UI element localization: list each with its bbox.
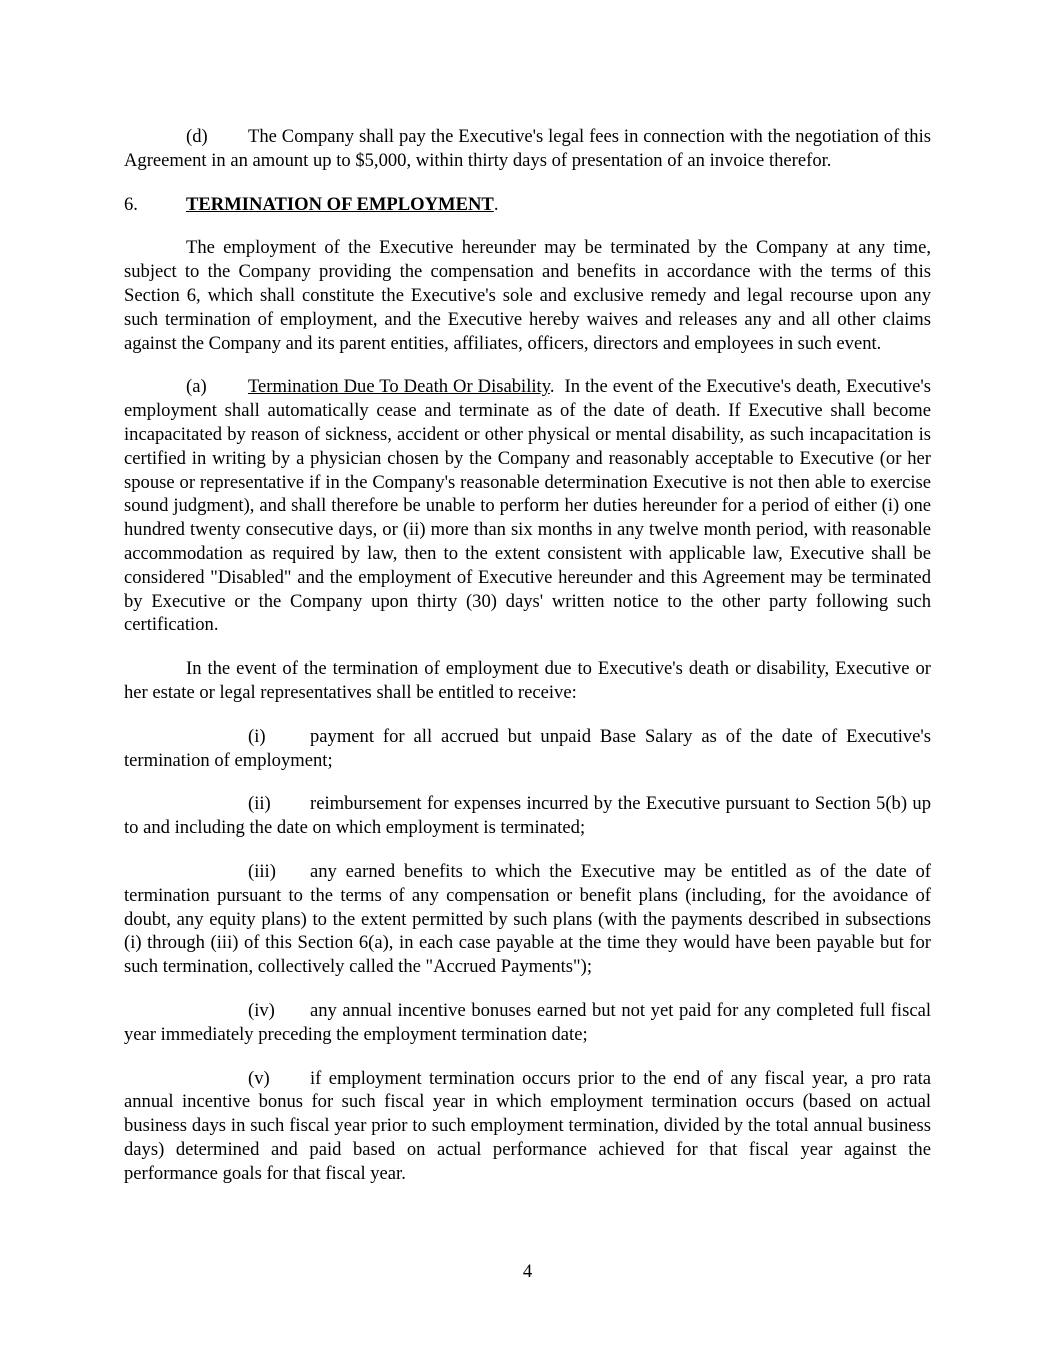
paragraph-a — [124, 375, 931, 637]
paragraph-d-label: (d) — [186, 126, 208, 147]
item-ii-text: reimbursement for expenses incurred by the Executive pursuant to Section 5(b) up to and including the date on which employment is terminated; — [124, 793, 931, 839]
section-6-title: TERMINATION OF EMPLOYMENT — [186, 193, 494, 215]
section-6-title-suffix: . — [493, 193, 499, 215]
paragraph-a-title: Termination Due To Death Or Disability — [248, 376, 550, 398]
item-v — [124, 1067, 931, 1186]
item-v-text: if employment termination occurs prior to the end of any fiscal year, a pro rata annual incentive bonus for such fiscal year in which employment termination occurs (based on actual business days in such fiscal year prior to such employment termination, divided by the total annual business days) determined and paid based on actual performance achieved for that fiscal year against the performance goals for that fiscal year. — [124, 1067, 931, 1184]
item-iii-text: any earned benefits to which the Executive may be entitled as of the date of termination pursuant to the terms of any compensation or benefit plans (including, for the avoidance of doubt, any equity plans) to the extent permitted by such plans (with the payments described in subsections (i) through (iii) of this Section 6(a), in each case payable at the time they would have been payable but for such termination, collectively called the "Accrued Payments"); — [124, 860, 931, 978]
section-6-heading — [124, 193, 931, 217]
page-number: 4 — [522, 1261, 533, 1282]
item-ii — [124, 792, 931, 840]
item-iv — [124, 999, 931, 1047]
section-6-intro: The employment of the Executive hereunder may be terminated by the Company at any time, subject to the Company providing the compensation and benefits in accordance with the terms of this Section 6, which shall constitute the Executive's sole and exclusive remedy and legal recourse upon any such termination of employment, and the Executive hereby waives and releases any and all other claims against the Company and its parent entities, affiliates, officers, directors and employees in such event. — [124, 237, 931, 354]
paragraph-a-title-suffix: . — [549, 376, 555, 398]
entitlement-intro: In the event of the termination of employment due to Executive's death or disability, Executive or her estate or legal representatives shall be entitled to receive: — [124, 658, 931, 703]
item-ii-label: (ii) — [248, 793, 271, 815]
item-i — [124, 725, 931, 773]
item-i-label: (i) — [248, 725, 266, 747]
paragraph-d — [124, 125, 931, 173]
paragraph-a-text: In the event of the Executive's death, Executive's employment shall automatically cease and terminate as of the date of death. If Executive shall become incapacitated by reason of sickness, accident or other physical or mental disability, as such incapacitation is certified in writing by a physician chosen by the Company and reasonably acceptable to Executive (or her spouse or representative if in the Company's reasonable determination Executive is not then able to exercise sound judgment), and shall therefore be unable to perform her duties hereunder for a period of either (i) one hundred twenty consecutive days, or (ii) more than six months in any twelve month period, with reasonable accommodation as required by law, then to the extent consistent with applicable law, Executive shall be considered "Disabled" and the employment of Executive hereunder and this Agreement may be terminated by Executive or the Company upon thirty (30) days' written notice to the other party following such certification. — [124, 376, 932, 636]
item-iii-label: (iii) — [248, 860, 276, 882]
item-iv-text: any annual incentive bonuses earned but not yet paid for any completed full fiscal year immediately preceding the employment termination date; — [124, 999, 931, 1045]
paragraph-d-text: The Company shall pay the Executive's legal fees in connection with the negotiation of this Agreement in an amount up to $5,000, within thirty days of presentation of an invoice therefor. — [124, 126, 931, 171]
paragraph-a-label: (a) — [186, 376, 207, 398]
item-iv-label: (iv) — [248, 999, 275, 1021]
item-i-text: payment for all accrued but unpaid Base Salary as of the date of Executive's termination of employment; — [124, 725, 931, 771]
item-v-label: (v) — [248, 1067, 270, 1089]
section-6-number: 6. — [124, 193, 138, 215]
document-page — [124, 125, 931, 1205]
item-iii — [124, 860, 931, 979]
